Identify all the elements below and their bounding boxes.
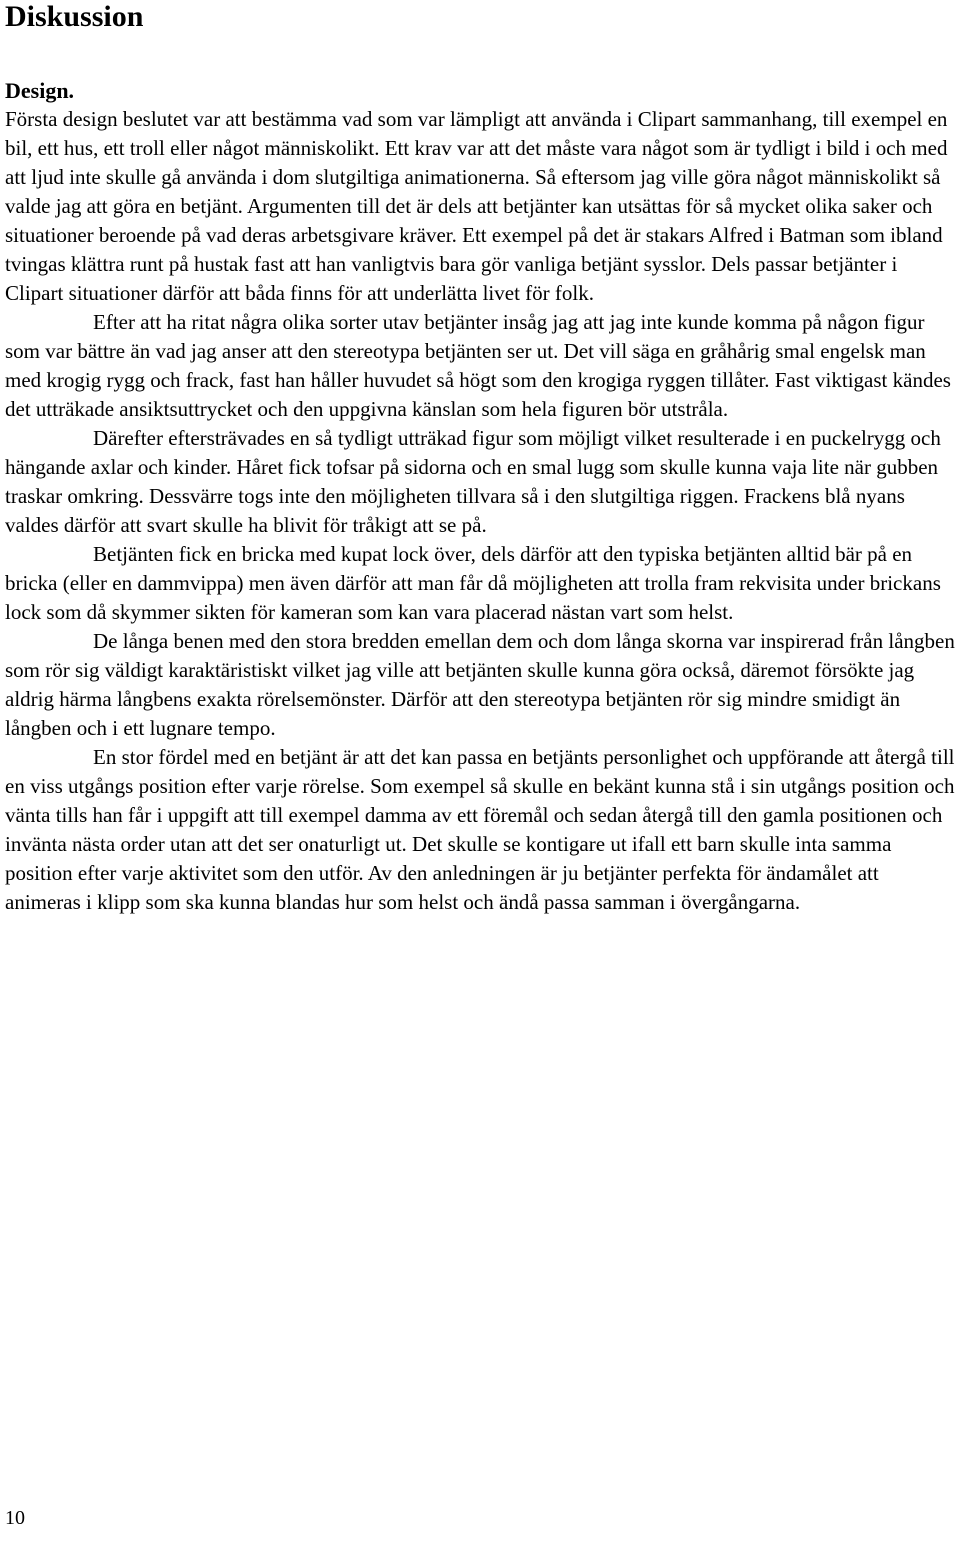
paragraph-4: Betjänten fick en bricka med kupat lock över, dels därför att den typiska betjänten alltid bär på en bricka (eller en dammvippa) men även därför att man får då möjligheten att trolla fram rekvisita under brickans lock som då skymmer sikten för kameran som kan vara placerad nästan vart som helst. (5, 542, 941, 624)
paragraph-3: Därefter eftersträvades en så tydligt utträkad figur som möjligt vilket resulterade i en puckelrygg och hängande axlar och kinder. Håret fick tofsar på sidorna och en smal lugg som skulle kunna vaja lite när gubben traskar omkring. Dessvärre togs inte den möjligheten tillvara så i den slutgiltiga riggen. Frackens blå nyans valdes därför att svart skulle ha blivit för tråkigt att se på. (5, 426, 941, 537)
subsection-heading: Design. (5, 78, 75, 103)
paragraph-5: De långa benen med den stora bredden emellan dem och dom långa skorna var inspirerad från långben som rör sig väldigt karaktäristiskt vilket jag ville att betjänten skulle kunna göra också, däremot försökte jag aldrig härma långbens exakta rörelsemönster. Därför att den stereotypa betjänten rör sig mindre smidigt än långben och i ett lugnare tempo. (5, 629, 955, 740)
paragraph-2: Efter att ha ritat några olika sorter utav betjänter insåg jag att jag inte kunde komma på någon figur som var bättre än vad jag anser att den stereotypa betjänten ser ut. Det vill säga en gråhårig smal engelsk man med krogig rygg och frack, fast han håller huvudet så högt som den krogiga ryggen tillåter. Fast viktigast kändes det utträkade ansiktsuttrycket och den uppgivna känslan som hela figuren bör utstråla. (5, 310, 951, 421)
paragraph-6: En stor fördel med en betjänt är att det kan passa en betjänts personlighet och uppförande att återgå till en viss utgångs position efter varje rörelse. Som exempel så skulle en bekänt kunna stå i sin utgångs position och vänta tills han får i uppgift att till exempel damma av ett föremål och sedan återgå till den gamla positionen och invänta nästa order utan att det ser onaturligt ut. Det skulle se kontigare ut ifall ett barn skulle inta samma position efter varje aktivitet som den utför. Av den anledningen är ju betjänter perfekta för ändamålet att animeras i klipp som ska kunna blandas hur som helst och ändå passa samman i övergångarna. (5, 745, 955, 914)
section-heading: Diskussion (5, 0, 144, 33)
document-page (5, 0, 955, 917)
page-number: 10 (5, 1507, 25, 1529)
paragraph-1: Första design beslutet var att bestämma vad som var lämpligt att använda i Clipart sammanhang, till exempel en bil, ett hus, ett troll eller något människolikt. Ett krav var att det måste vara något som är tydligt i bild i och med att ljud inte skulle gå använda i dom slutgiltiga animationerna. Så eftersom jag ville göra något människolikt så valde jag att göra en betjänt. Argumenten till det är dels att betjänter kan utsättas för så mycket olika saker och situationer beroende på vad deras arbetsgivare kräver. Ett exempel på det är stakars Alfred i Batman som ibland tvingas klättra runt på hustak fast att han vanligtvis bara gör vanliga betjänt sysslor. Dels passar betjänter i Clipart situationer därför att båda finns för att underlätta livet för folk. (5, 107, 948, 305)
